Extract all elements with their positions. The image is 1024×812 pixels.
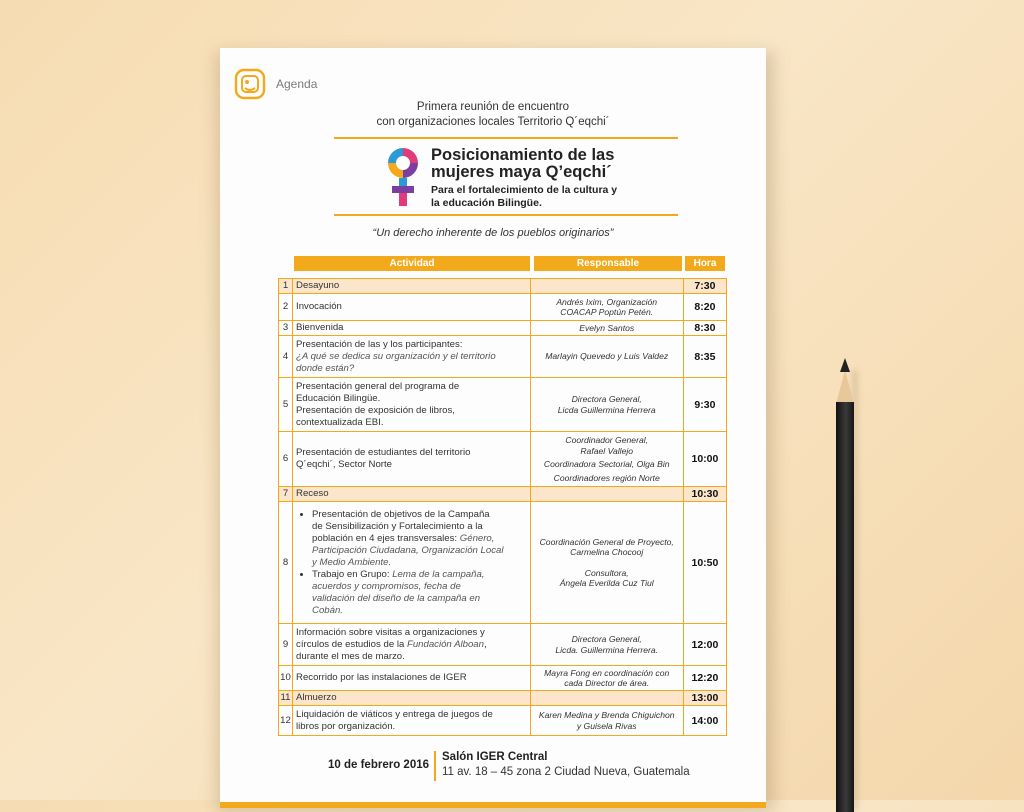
- table-row: 11 Almuerzo 13:00: [279, 691, 727, 706]
- bottom-divider: [334, 214, 678, 216]
- quote: “Un derecho inherente de los pueblos originarios”: [372, 227, 614, 239]
- event-address: 11 av. 18 – 45 zona 2 Ciudad Nueva, Guatemala: [442, 766, 690, 778]
- table-row: 10 Recorrido por las instalaciones de IGER Mayra Fong en coordinación con cada Director de área. 12:20: [279, 666, 727, 691]
- meeting-subtitle: Primera reunión de encuentro con organizaciones locales Territorio Q´eqchi´: [376, 101, 610, 128]
- document-title: Posicionamiento de las mujeres maya Q’eqchi´: [431, 146, 615, 181]
- table-row: 2 Invocación Andrés Ixim, Organización COACAP Poptún Petén. 8:20: [279, 294, 727, 321]
- agenda-table: [278, 278, 727, 736]
- table-row: 7 Receso 10:30: [279, 487, 727, 502]
- pencil: [834, 358, 856, 808]
- table-row: 8 • Presentación de objetivos de la Campaña de Sensibilización y Fortalecimiento a la población en 4 ejes transversales: Género, Participación Ciudadana, Organización Local y Medio Ambiente. • Trabajo en Grupo: Lema de la campaña, acuerdos y compromisos, fecha de validación del diseño de la campaña en Cobán. Coordinación General de Proyecto, Carmelina Chocooj Consultora, Ángela Everilda Cuz Tiul 10:50: [279, 502, 727, 624]
- table-row: 4 Presentación de las y los participantes: ¿A qué se dedica su organización y el territorio donde están? Marlayin Quevedo y Luis Valdez 8:35: [279, 336, 727, 378]
- table-row: 5 Presentación general del programa de Educación Bilingüe. Presentación de exposición de libros, contextualizada EBI. Directora General, Licda Guillermina Herrera 9:30: [279, 378, 727, 432]
- iger-logo-icon: [234, 68, 266, 100]
- header-activity: Actividad: [294, 256, 530, 271]
- agenda-sheet: [220, 48, 766, 808]
- document-subtitle: Para el fortalecimiento de la cultura y la educación Bilingüe.: [431, 184, 618, 209]
- header-time: Hora: [685, 256, 725, 271]
- table-row: 1 Desayuno 7:30: [279, 279, 727, 294]
- event-date: 10 de febrero 2016: [328, 759, 430, 771]
- bottom-accent-bar: [220, 802, 766, 808]
- venus-symbol-icon: [386, 146, 420, 208]
- header-label: Agenda: [276, 77, 318, 91]
- table-row: 12 Liquidación de viáticos y entrega de juegos de libros por organización. Karen Medina y Brenda Chiguichon y Guisela Rivas 14:00: [279, 706, 727, 736]
- footer-divider: [434, 751, 436, 781]
- table-row: 3 Bienvenida Evelyn Santos 8:30: [279, 321, 727, 336]
- event-venue: Salón IGER Central: [442, 751, 548, 763]
- top-divider: [334, 137, 678, 139]
- header-responsible: Responsable: [534, 256, 682, 271]
- table-row: 6 Presentación de estudiantes del territorio Q´eqchi´, Sector Norte Coordinador General, Rafael Vallejo Coordinadora Sectorial, Olga Bin Coordinadores región Norte 10:00: [279, 432, 727, 487]
- table-row: 9 Información sobre visitas a organizaciones y círculos de estudios de la Fundación Alboan, durante el mes de marzo. Directora General, Licda. Guillermina Herrera. 12:00: [279, 624, 727, 666]
